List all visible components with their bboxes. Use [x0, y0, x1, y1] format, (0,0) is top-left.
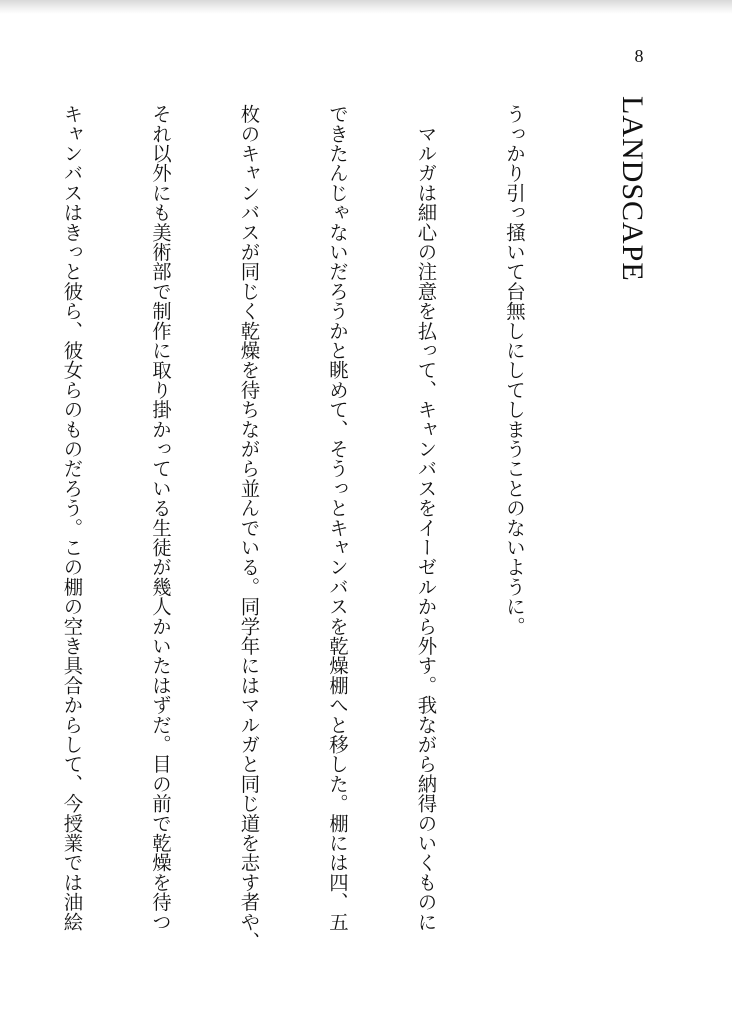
page-number: 8: [634, 46, 644, 66]
text-line: キャンバスはきっと彼ら、彼女らのものだろう。この棚の空き具合からして、今授業では油絵: [60, 104, 84, 932]
text-line: うっかり引っ掻いて台無しにしてしまうことのないように。: [503, 104, 526, 636]
text-line: できたんじゃないだろうかと眺めて、そうっとキャンバスを乾燥棚へと移した。棚には四、五: [326, 104, 349, 932]
text-line: マルガは細心の注意を払って、キャンバスをイーゼルから外す。我ながら納得のいくものに: [414, 104, 438, 932]
text-line: 枚のキャンバスが同じく乾燥を待ちながら並んでいる。同学年にはマルガと同じ道を志す者や、: [237, 104, 261, 952]
text-line: それ以外にも美術部で制作に取り掛かっている生徒が幾人かいたはずだ。目の前で乾燥を待つ: [149, 104, 172, 932]
body-text: [60, 104, 588, 952]
running-title: LANDSCAPE: [616, 96, 649, 282]
top-edge-shadow: [0, 0, 732, 14]
